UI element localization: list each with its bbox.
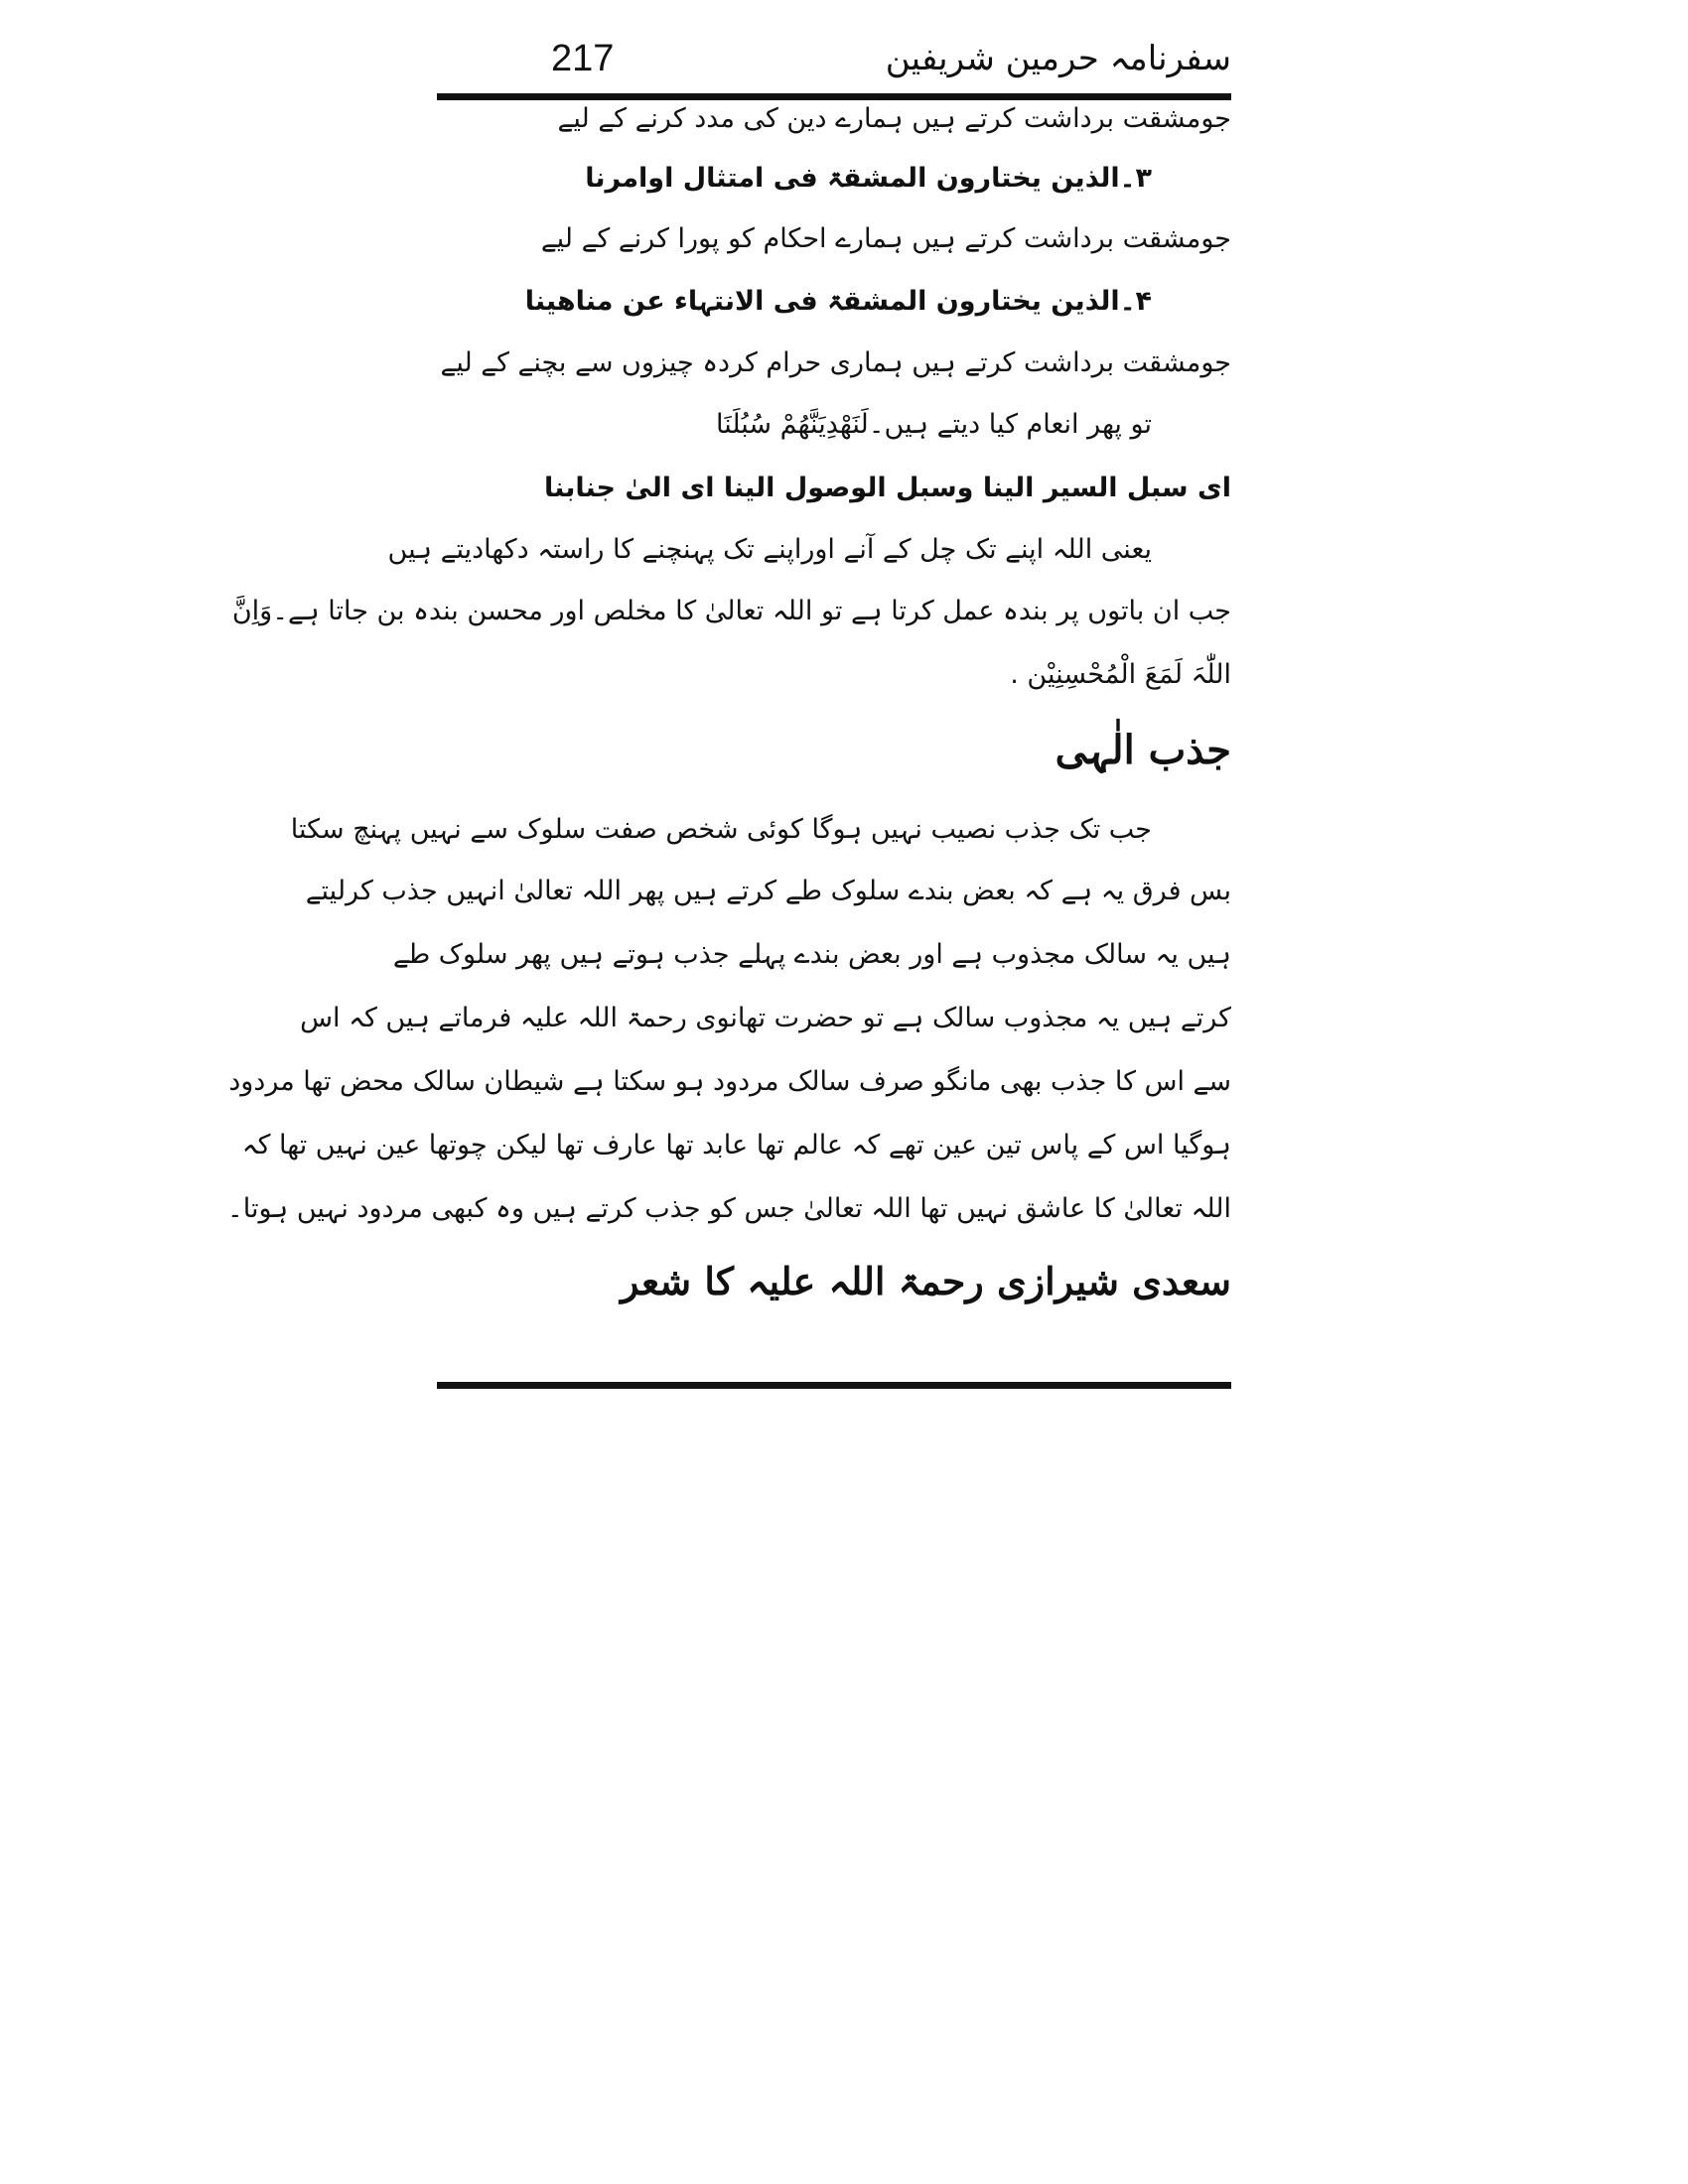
paragraph-line: ہیں یہ سالک مجذوب ہے اور بعض بندے پہلے جذب ہوتے ہیں پھر سلوک طے [392,939,1231,970]
footer-rule [437,1382,1231,1389]
section-heading: سعدی شیرازی رحمۃ اللہ علیہ کا شعر [620,1259,1231,1303]
paragraph-line: جب تک جذب نصیب نہیں ہوگا کوئی شخص صفت سلوک سے نہیں پہنچ سکتا [290,814,1152,845]
paragraph-line: سے اس کا جذب بھی مانگو صرف سالک مردود ہو سکتا ہے شیطان سالک محض تھا مردود [228,1066,1231,1097]
paragraph-line: بس فرق یہ ہے کہ بعض بندے سلوک طے کرتے ہیں پھر اللہ تعالیٰ انہیں جذب کرلیتے [305,876,1231,906]
arabic-line: ای سبل السیر الینا وسبل الوصول الینا ای الیٰ جنابنا [544,473,1231,503]
text-line: جومشقت برداشت کرتے ہیں ہمارے دین کی مدد کرنے کے لیے [557,103,1231,134]
text-line: جومشقت برداشت کرتے ہیں ہماری حرام کردہ چیزوں سے بچنے کے لیے [440,347,1231,378]
header-rule [437,93,1231,100]
paragraph-line: ہوگیا اس کے پاس تین عین تھے کہ عالم تھا عابد تھا عارف تھا لیکن چوتھا عین نہیں تھا کہ [241,1130,1231,1160]
paragraph-line: اللہ تعالیٰ کا عاشق نہیں تھا اللہ تعالیٰ جس کو جذب کرتے ہیں وہ کبھی مردود نہیں ہوتا۔ [226,1193,1231,1224]
text-line: یعنی اللہ اپنے تک چل کے آنے اوراپنے تک پہنچنے کا راستہ دکھادیتے ہیں [387,534,1152,565]
running-title: سفرنامہ حرمین شریفین [885,39,1231,78]
text-line: جومشقت برداشت کرتے ہیں ہمارے احکام کو پورا کرنے کے لیے [540,223,1231,254]
text-line: تو پھر انعام کیا دیتے ہیں۔لَنَھْدِیَنَّھُمْ سُبُلَنَا [715,409,1152,440]
section-heading: جذب الٰہی [1055,727,1231,773]
text-line: اللّٰہَ لَمَعَ الْمُحْسِنِیْن . [1010,659,1231,690]
arabic-line: ۳۔الذین یختارون المشقۃ فی امتثال اوامرنا [585,163,1152,194]
page-number: 217 [551,38,615,79]
arabic-line: ۴۔الذین یختارون المشقۃ فی الانتہاء عن مناھینا [524,286,1152,317]
text-line: جب ان باتوں پر بندہ عمل کرتا ہے تو اللہ تعالیٰ کا مخلص اور محسن بندہ بن جاتا ہے۔وَاِنَّ [231,596,1231,626]
paragraph-line: کرتے ہیں یہ مجذوب سالک ہے تو حضرت تھانوی رحمۃ اللہ علیہ فرماتے ہیں کہ اس [300,1003,1231,1033]
